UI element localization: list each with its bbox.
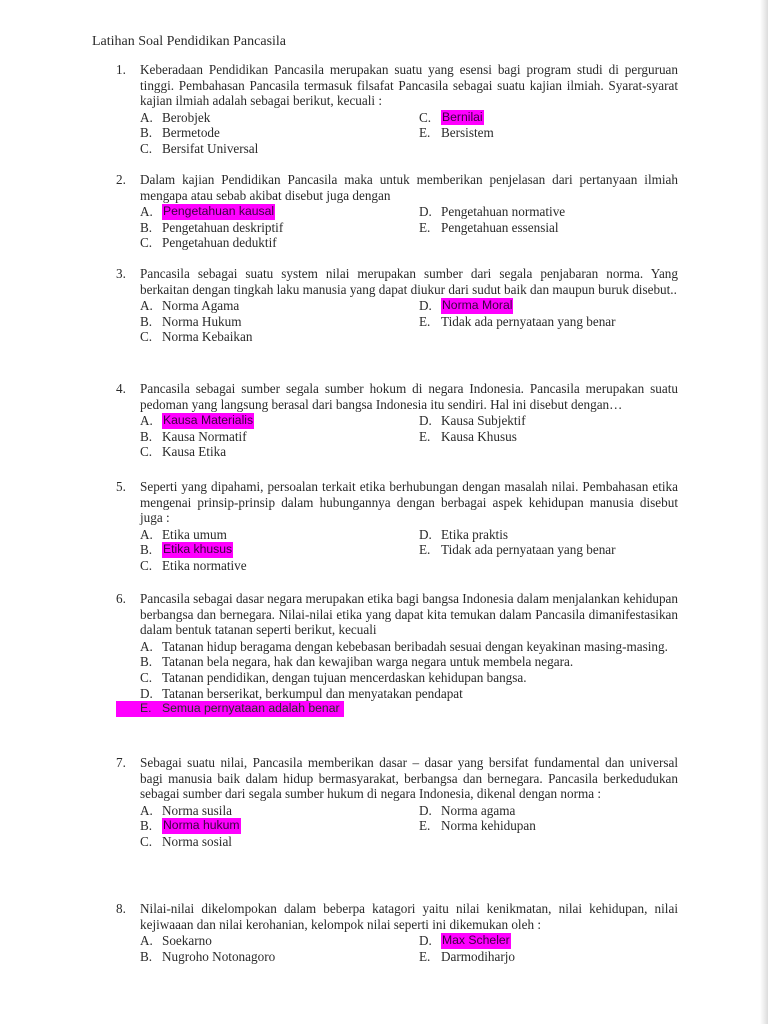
answer-option bbox=[116, 701, 344, 717]
option-letter: D. bbox=[419, 802, 432, 818]
question-text: Pancasila sebagai suatu system nilai merupakan sumber dari segala penjabaran norma. Yang berkaitan dengan tingkah laku manusia yang dapat diukur dari sudut baik dan maupun buruk disebut.. bbox=[140, 266, 678, 297]
option-row bbox=[140, 141, 678, 157]
option-letter: C. bbox=[140, 329, 153, 345]
answer-option bbox=[419, 527, 508, 543]
option-row bbox=[140, 558, 678, 574]
option-text: Norma Agama bbox=[162, 298, 240, 314]
question-text: Keberadaan Pendidikan Pancasila merupakan suatu yang esensi bagi program studi di perguruan tinggi. Pembahasan Pancasila termasuk filsafat Pancasila sebagai suatu kajian ilmiah. Syarat-syarat kajian ilmiah adalah sebagai berikut, kecuali : bbox=[140, 62, 678, 109]
option-letter: B. bbox=[140, 125, 153, 141]
question-number: 3. bbox=[116, 266, 126, 281]
question-number: 1. bbox=[116, 62, 126, 77]
highlighted-answer: Etika khusus bbox=[163, 542, 233, 557]
answer-option bbox=[140, 670, 678, 686]
question-number: 2. bbox=[116, 172, 126, 187]
page-edge-shadow bbox=[760, 0, 768, 1024]
answer-options bbox=[140, 413, 678, 460]
answer-option bbox=[140, 444, 419, 460]
answer-option bbox=[419, 125, 494, 141]
answer-option bbox=[140, 235, 419, 251]
option-row bbox=[140, 818, 678, 834]
option-row bbox=[140, 110, 678, 126]
option-text: Tidak ada pernyataan yang benar bbox=[441, 313, 616, 329]
answer-option bbox=[419, 220, 559, 236]
highlighted-answer: Max Scheler bbox=[442, 933, 510, 948]
option-text: Kausa Normatif bbox=[162, 428, 247, 444]
option-letter: B. bbox=[140, 313, 153, 329]
option-text: Pengetahuan normative bbox=[441, 204, 566, 220]
answer-option bbox=[140, 949, 419, 965]
option-text: Etika umum bbox=[162, 526, 227, 542]
answer-option bbox=[140, 542, 419, 558]
option-text: Berobjek bbox=[162, 109, 211, 125]
option-letter: B. bbox=[140, 948, 153, 964]
answer-options bbox=[140, 527, 678, 574]
question-6 bbox=[116, 591, 678, 717]
highlighted-answer: Pengetahuan kausal bbox=[163, 204, 275, 219]
answer-option bbox=[140, 125, 419, 141]
option-text: Pengetahuan deduktif bbox=[162, 235, 277, 251]
answer-options bbox=[140, 298, 678, 345]
answer-option bbox=[140, 429, 419, 445]
answer-options bbox=[140, 110, 678, 157]
option-text: Tatanan pendidikan, dengan tujuan mencerdaskan kehidupan bangsa. bbox=[162, 669, 527, 685]
answer-option bbox=[140, 329, 419, 345]
option-row bbox=[140, 329, 678, 345]
option-letter: D. bbox=[419, 933, 432, 949]
answer-option bbox=[140, 141, 419, 157]
option-letter: E. bbox=[419, 313, 431, 329]
question-8 bbox=[116, 901, 678, 964]
option-letter: A. bbox=[140, 413, 153, 429]
answer-option bbox=[419, 413, 526, 429]
option-letter: D. bbox=[419, 204, 432, 220]
option-text: Norma sosial bbox=[162, 833, 232, 849]
option-text: Soekarno bbox=[162, 933, 212, 949]
answer-option bbox=[419, 110, 484, 126]
option-row bbox=[140, 444, 678, 460]
option-letter: E. bbox=[419, 125, 431, 141]
question-text: Pancasila sebagai dasar negara merupakan etika bagi bangsa Indonesia dalam menjalankan kehidupan berbangsa dan bernegara. Nilai-nilai etika yang dapat kita temukan dalam Pancasila dimanifestasikan dalam bentuk tatanan seperti berikut, kecuali bbox=[140, 591, 678, 638]
option-letter: E. bbox=[419, 948, 431, 964]
option-text: Norma Hukum bbox=[162, 313, 242, 329]
option-letter: B. bbox=[140, 542, 153, 558]
option-text: Kausa Subjektif bbox=[441, 413, 526, 429]
answer-option bbox=[140, 110, 419, 126]
option-letter: C. bbox=[140, 833, 153, 849]
option-letter: D. bbox=[419, 413, 432, 429]
option-letter: B. bbox=[140, 428, 153, 444]
answer-option bbox=[140, 933, 419, 949]
question-text: Pancasila sebagai sumber segala sumber hokum di negara Indonesia. Pancasila merupakan suatu pedoman yang langsung berasal dari bangsa Indonesia itu sendiri. Hal ini disebut dengan… bbox=[140, 381, 678, 412]
answer-options bbox=[140, 933, 678, 964]
option-row bbox=[140, 933, 678, 949]
option-row bbox=[140, 204, 678, 220]
option-row bbox=[140, 527, 678, 543]
answer-option bbox=[140, 220, 419, 236]
option-row bbox=[140, 803, 678, 819]
option-row bbox=[140, 542, 678, 558]
answer-option bbox=[419, 949, 515, 965]
answer-option bbox=[140, 298, 419, 314]
answer-option bbox=[140, 654, 678, 670]
question-7 bbox=[116, 755, 678, 850]
option-letter: C. bbox=[419, 109, 432, 125]
answer-option bbox=[140, 834, 419, 850]
question-number: 6. bbox=[116, 591, 126, 606]
answer-option bbox=[140, 558, 419, 574]
option-letter: D. bbox=[419, 298, 432, 314]
option-text: Bersistem bbox=[441, 125, 494, 141]
option-row bbox=[140, 429, 678, 445]
highlighted-answer: Norma hukum bbox=[163, 818, 240, 833]
answer-option bbox=[419, 933, 511, 949]
option-text: Etika praktis bbox=[441, 526, 509, 542]
question-number: 7. bbox=[116, 755, 126, 770]
option-letter: C. bbox=[140, 444, 153, 460]
option-text: Etika normative bbox=[162, 557, 247, 573]
option-row bbox=[140, 949, 678, 965]
answer-option bbox=[140, 413, 419, 429]
option-letter: D. bbox=[140, 685, 153, 701]
option-letter: A. bbox=[140, 802, 153, 818]
question-2 bbox=[116, 172, 678, 251]
option-letter: E. bbox=[419, 219, 431, 235]
highlighted-answer: Semua pernyataan adalah benar bbox=[162, 701, 340, 716]
option-text: Norma kehidupan bbox=[441, 818, 536, 834]
option-text: Norma susila bbox=[162, 802, 232, 818]
option-letter: D. bbox=[419, 526, 432, 542]
option-row bbox=[140, 125, 678, 141]
answer-option bbox=[140, 314, 419, 330]
option-text: Pengetahuan essensial bbox=[441, 219, 559, 235]
option-text: Bersifat Universal bbox=[162, 140, 259, 156]
highlighted-answer: Kausa Materialis bbox=[163, 413, 254, 428]
option-letter: B. bbox=[140, 818, 153, 834]
option-letter: E. bbox=[140, 701, 152, 716]
option-row bbox=[140, 834, 678, 850]
question-number: 4. bbox=[116, 381, 126, 396]
question-text: Dalam kajian Pendidikan Pancasila maka untuk memberikan penjelasan dari pertanyaan ilmiah mengapa atau sebab akibat disebut juga dengan bbox=[140, 172, 678, 203]
option-row bbox=[140, 413, 678, 429]
question-4 bbox=[116, 381, 678, 460]
highlighted-answer: Bernilai bbox=[442, 109, 483, 124]
question-text: Sebagai suatu nilai, Pancasila memberikan dasar – dasar yang bersifat fundamental dan universal bagi manusia baik dalam hidup bermasyarakat, berbangsa dan bernegara. Pancasila berkedudukan sebagai sumber dari segala sumber hukum di negara Indonesia, dikenal dengan norma : bbox=[140, 755, 678, 802]
question-3 bbox=[116, 266, 678, 345]
question-number: 5. bbox=[116, 479, 126, 494]
document-title: Latihan Soal Pendidikan Pancasila bbox=[92, 34, 287, 49]
option-text: Pengetahuan deskriptif bbox=[162, 219, 284, 235]
answer-option bbox=[140, 527, 419, 543]
option-text: Darmodiharjo bbox=[441, 948, 515, 964]
option-row bbox=[140, 220, 678, 236]
option-letter: A. bbox=[140, 526, 153, 542]
answer-option bbox=[419, 314, 616, 330]
option-text: Tatanan hidup beragama dengan kebebasan beribadah sesuai dengan keyakinan masing-masing. bbox=[162, 638, 668, 654]
option-text: Norma agama bbox=[441, 802, 516, 818]
option-text: Tidak ada pernyataan yang benar bbox=[441, 542, 616, 558]
option-letter: C. bbox=[140, 235, 153, 251]
answer-option bbox=[419, 429, 517, 445]
answer-options bbox=[140, 803, 678, 850]
answer-options bbox=[140, 204, 678, 251]
option-text: Tatanan berserikat, berkumpul dan menyatakan pendapat bbox=[162, 685, 463, 701]
question-1 bbox=[116, 62, 678, 157]
option-text: Kausa Etika bbox=[162, 444, 227, 460]
option-row bbox=[140, 298, 678, 314]
option-letter: A. bbox=[140, 109, 153, 125]
option-row bbox=[140, 235, 678, 251]
highlighted-answer: Norma Moral bbox=[442, 298, 513, 313]
option-text: Bermetode bbox=[162, 125, 220, 141]
option-letter: E. bbox=[419, 818, 431, 834]
answer-option bbox=[419, 204, 565, 220]
option-text: Nugroho Notonagoro bbox=[162, 948, 276, 964]
option-row bbox=[140, 314, 678, 330]
answer-option bbox=[140, 639, 678, 655]
answer-option bbox=[140, 686, 678, 702]
answer-option bbox=[419, 818, 536, 834]
answer-options bbox=[140, 639, 678, 717]
answer-option bbox=[140, 818, 419, 834]
option-letter: A. bbox=[140, 933, 153, 949]
answer-option bbox=[140, 204, 419, 220]
question-number: 8. bbox=[116, 901, 126, 916]
answer-option bbox=[419, 542, 616, 558]
option-letter: E. bbox=[419, 542, 431, 558]
option-letter: B. bbox=[140, 654, 153, 670]
option-text: Tatanan bela negara, hak dan kewajiban warga negara untuk membela negara. bbox=[162, 654, 574, 670]
option-letter: C. bbox=[140, 557, 153, 573]
question-text: Seperti yang dipahami, persoalan terkait etika berhubungan dengan masalah nilai. Pembahasan etika mengenai prinsip-prinsip dalam hubungannya dengan berbagai aspek kehidupan manusia disebut juga : bbox=[140, 479, 678, 526]
question-text: Nilai-nilai dikelompokan dalam beberpa katagori yaitu nilai kenikmatan, nilai kehidupan, nilai kejiwaaan dan nilai kerohanian, kelompok nilai seperti ini dikemukan oleh : bbox=[140, 901, 678, 932]
option-text: Norma Kebaikan bbox=[162, 329, 253, 345]
option-letter: A. bbox=[140, 638, 153, 654]
option-letter: A. bbox=[140, 204, 153, 220]
option-letter: A. bbox=[140, 298, 153, 314]
option-letter: B. bbox=[140, 219, 153, 235]
question-5 bbox=[116, 479, 678, 574]
answer-option bbox=[140, 803, 419, 819]
answer-option bbox=[419, 803, 515, 819]
option-letter: C. bbox=[140, 669, 153, 685]
option-letter: C. bbox=[140, 140, 153, 156]
answer-option bbox=[419, 298, 513, 314]
option-text: Kausa Khusus bbox=[441, 428, 517, 444]
option-letter: E. bbox=[419, 428, 431, 444]
